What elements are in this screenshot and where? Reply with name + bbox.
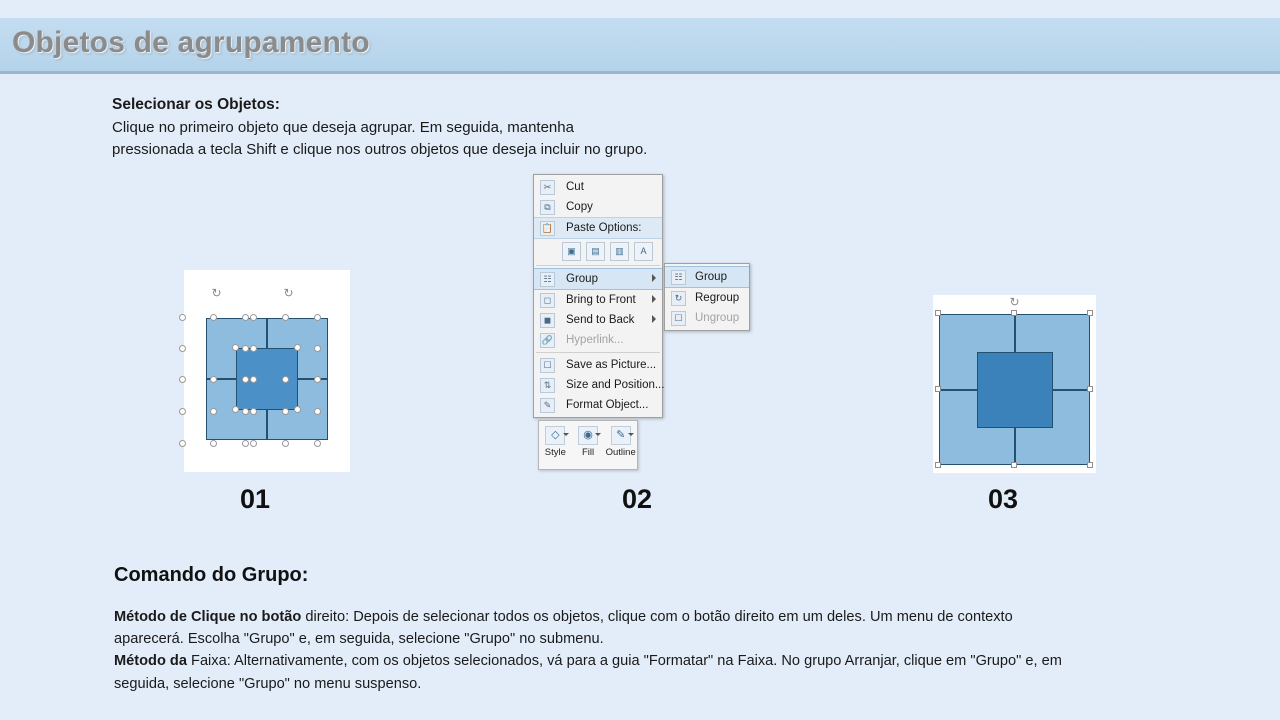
intro-block — [112, 94, 872, 161]
selection-handle[interactable] — [314, 345, 321, 352]
paste-text-only-icon[interactable]: A — [634, 242, 653, 261]
paste-picture-icon[interactable]: ▤ — [586, 242, 605, 261]
selection-handle[interactable] — [250, 408, 257, 415]
group-selection-handle[interactable] — [1087, 386, 1093, 392]
selection-handle[interactable] — [314, 314, 321, 321]
intro-line-2: pressionada a tecla Shift e clique nos outros objetos que deseja incluir no grupo. — [112, 141, 648, 159]
selection-handle[interactable] — [242, 345, 249, 352]
rotate-handle-icon[interactable]: ↻ — [211, 286, 222, 300]
scissors-icon: ✂ — [540, 180, 555, 195]
paste-destination-icon[interactable]: ▥ — [610, 242, 629, 261]
rotate-handle-icon[interactable]: ↻ — [283, 286, 294, 300]
menu-item-paste-options[interactable] — [534, 217, 662, 239]
selection-handle[interactable] — [210, 314, 217, 321]
group-selection-handle[interactable] — [1011, 462, 1017, 468]
selection-handle[interactable] — [232, 406, 239, 413]
shape-center-square — [977, 352, 1053, 428]
chevron-right-icon — [652, 315, 656, 323]
menu-item-hyperlink — [534, 330, 662, 350]
method1-text: direito: Depois de selecionar todos os objetos, clique com o botão direito em um deles. Um menu de contexto aparecerá. Escolha "Grupo" e, em seguida, selecione "Grupo" no submenu. — [114, 609, 1013, 648]
rotate-handle-icon[interactable]: ↻ — [1009, 295, 1020, 309]
selection-handle[interactable] — [242, 440, 249, 447]
submenu-item-ungroup — [665, 308, 749, 328]
group-selection-handle[interactable] — [1087, 310, 1093, 316]
menu-item-copy[interactable] — [534, 197, 662, 217]
method2-text: Faixa: Alternativamente, com os objetos selecionados, vá para a guia "Formatar" na Faixa. No grupo Arranjar, clique em "Grupo" e, em seguida, selecione "Grupo" no menu suspenso. — [114, 653, 1062, 692]
step-number-3: 03 — [988, 484, 1019, 514]
selection-handle[interactable] — [179, 440, 186, 447]
copy-icon: ⧉ — [540, 200, 555, 215]
menu-item-bring-to-front[interactable] — [534, 290, 662, 310]
intro-lead: Selecionar os Objetos: — [112, 96, 280, 113]
outline-pen-icon: ✎ — [611, 426, 631, 445]
bring-front-icon: ◻ — [540, 293, 555, 308]
style-icon: ◇ — [545, 426, 565, 445]
command-section-title: Comando do Grupo: — [114, 564, 309, 586]
chevron-down-icon[interactable] — [595, 433, 601, 436]
submenu-item-label: Group — [695, 271, 727, 283]
selection-handle[interactable] — [282, 314, 289, 321]
selection-handle[interactable] — [250, 440, 257, 447]
selection-handle[interactable] — [179, 314, 186, 321]
submenu-item-regroup[interactable] — [665, 288, 749, 308]
chevron-down-icon[interactable] — [563, 433, 569, 436]
chevron-right-icon — [652, 295, 656, 303]
figure-selected-objects — [184, 270, 350, 472]
menu-item-label: Paste Options: — [566, 222, 642, 234]
regroup-icon: ↻ — [671, 291, 686, 306]
method2-label: Método da — [114, 653, 187, 670]
step-number-2: 02 — [622, 484, 653, 514]
mini-toolbar-fill[interactable] — [572, 421, 605, 469]
selection-handle[interactable] — [294, 344, 301, 351]
submenu-item-label: Ungroup — [695, 312, 740, 324]
slide-header-bar — [0, 18, 1280, 74]
menu-item-cut[interactable] — [534, 177, 662, 197]
size-icon: ⇅ — [540, 378, 555, 393]
selection-handle[interactable] — [314, 408, 321, 415]
selection-handle[interactable] — [232, 344, 239, 351]
paste-options-row[interactable] — [534, 239, 662, 263]
method1-label: Método de Clique no botão — [114, 609, 302, 625]
menu-item-label: Copy — [566, 201, 593, 213]
mini-toolbar-label: Style — [544, 447, 566, 458]
picture-icon: ☐ — [540, 358, 555, 373]
step-number-1: 01 — [240, 484, 271, 514]
page-title: Objetos de agrupamento — [12, 26, 370, 59]
selection-handle[interactable] — [314, 440, 321, 447]
figure-grouped-objects — [933, 295, 1096, 473]
selection-handle[interactable] — [282, 440, 289, 447]
menu-separator — [536, 352, 660, 353]
selection-handle[interactable] — [179, 376, 186, 383]
group-submenu[interactable] — [664, 263, 750, 331]
selection-handle[interactable] — [179, 408, 186, 415]
menu-item-label: Send to Back — [566, 314, 635, 326]
grouped-shape[interactable] — [939, 314, 1090, 465]
menu-item-label: Format Object... — [566, 399, 649, 411]
intro-line-1: Clique no primeiro objeto que deseja agrupar. Em seguida, mantenha — [112, 118, 574, 136]
mini-toolbar[interactable] — [538, 420, 638, 470]
selection-handle[interactable] — [294, 406, 301, 413]
menu-item-label: Group — [566, 273, 598, 285]
send-back-icon: ◼ — [540, 313, 555, 328]
mini-toolbar-label: Outline — [605, 447, 636, 458]
chevron-down-icon[interactable] — [628, 433, 634, 436]
menu-item-label: Hyperlink... — [566, 334, 624, 346]
group-selection-handle[interactable] — [935, 310, 941, 316]
menu-separator — [536, 265, 660, 266]
chevron-right-icon — [652, 274, 656, 282]
menu-item-label: Save as Picture... — [566, 359, 657, 371]
menu-item-size-and-position[interactable] — [534, 375, 665, 395]
paste-keep-formatting-icon[interactable]: ▣ — [562, 242, 581, 261]
paste-icon: 📋 — [540, 221, 555, 236]
fill-bucket-icon: ◉ — [578, 426, 598, 445]
selection-handle[interactable] — [210, 440, 217, 447]
selection-handle[interactable] — [250, 345, 257, 352]
menu-item-label: Bring to Front — [566, 294, 636, 306]
menu-item-send-to-back[interactable] — [534, 310, 662, 330]
menu-item-label: Cut — [566, 181, 584, 193]
menu-item-save-as-picture[interactable] — [534, 355, 662, 375]
group-icon: ☷ — [671, 270, 686, 285]
command-body — [114, 606, 1074, 695]
group-icon: ☷ — [540, 272, 555, 287]
selection-handle[interactable] — [250, 314, 257, 321]
selection-handle[interactable] — [242, 408, 249, 415]
selection-handle[interactable] — [210, 376, 217, 383]
group-selection-handle[interactable] — [935, 462, 941, 468]
mini-toolbar-label: Fill — [581, 447, 595, 458]
selection-handle[interactable] — [314, 376, 321, 383]
selection-handle[interactable] — [242, 314, 249, 321]
submenu-item-group[interactable] — [665, 266, 749, 288]
group-selection-handle[interactable] — [1087, 462, 1093, 468]
selection-handle[interactable] — [282, 408, 289, 415]
link-icon: 🔗 — [540, 333, 555, 348]
submenu-item-label: Regroup — [695, 292, 740, 304]
selection-handle[interactable] — [250, 376, 257, 383]
mini-toolbar-outline[interactable] — [604, 421, 637, 469]
shape-grid — [206, 318, 328, 440]
format-icon: ✎ — [540, 398, 555, 413]
menu-item-label: Size and Position... — [566, 379, 665, 391]
method-ribbon-click-paragraph — [114, 606, 1074, 650]
context-menu[interactable] — [533, 174, 663, 418]
menu-item-group[interactable] — [534, 268, 662, 290]
menu-item-format-object[interactable] — [534, 395, 662, 415]
group-selection-handle[interactable] — [1011, 310, 1017, 316]
selection-handle[interactable] — [242, 376, 249, 383]
method-ribbon-paragraph — [114, 650, 1074, 694]
selection-handle[interactable] — [210, 408, 217, 415]
ungroup-icon: ☐ — [671, 311, 686, 326]
selection-handle[interactable] — [282, 376, 289, 383]
selection-handle[interactable] — [179, 345, 186, 352]
group-selection-handle[interactable] — [935, 386, 941, 392]
mini-toolbar-style[interactable] — [539, 421, 572, 469]
